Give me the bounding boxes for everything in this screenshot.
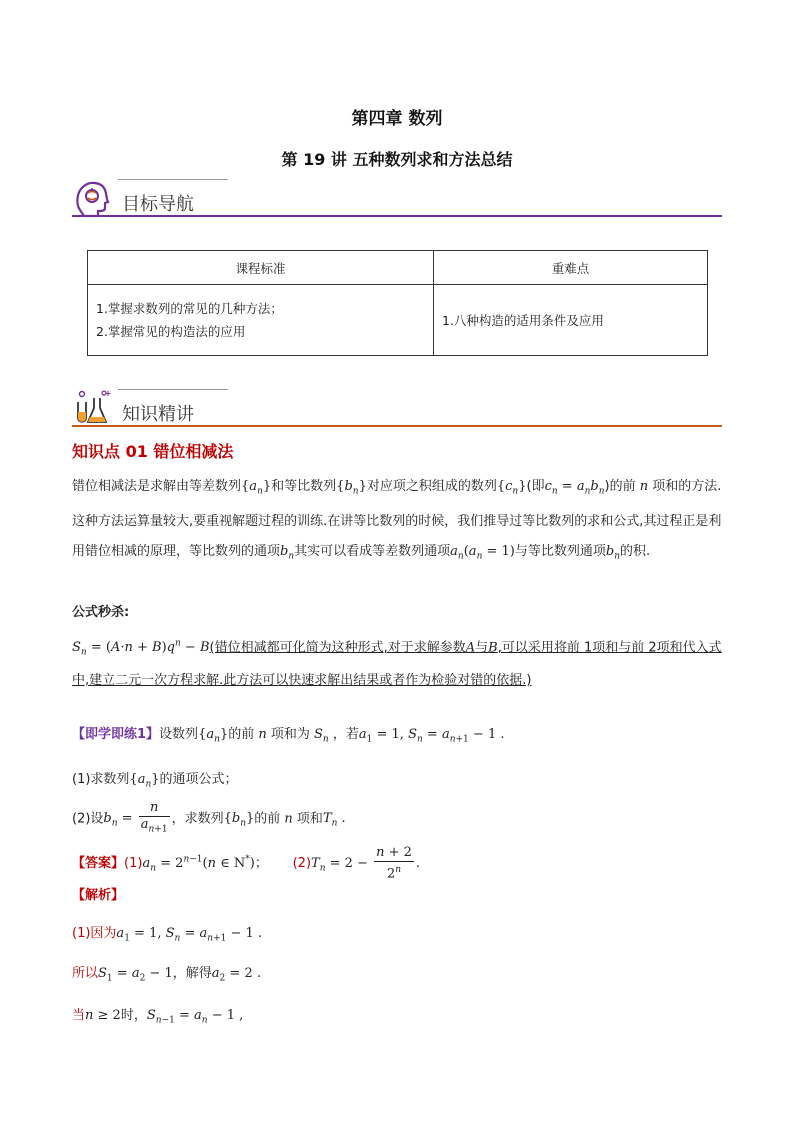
intro-text-5: )的前 [604, 479, 636, 494]
section-knowledge-label: 知识精讲 [122, 404, 194, 425]
analysis-3-text-b: 时， [120, 1008, 147, 1023]
math-B: B [488, 640, 498, 656]
answer-2-math: $T_n = 2$ − $\frac{n + 2}{2^n}$ . [311, 845, 421, 882]
formula-text-1: (错位相减都可化简为这种形式,对于求解参数 [209, 640, 466, 656]
formula-title: 公式秒杀: [72, 605, 130, 620]
answer-1-math: $a_n = 2^{n-1}(n$ ∈ N*) [142, 854, 255, 874]
question-1-text-b: 的通项公式； [159, 772, 238, 787]
chapter-title: 第四章 数列 [351, 109, 443, 129]
analysis-2-text-b: ，解得 [172, 966, 212, 981]
analysis-tag [72, 884, 124, 903]
table-cell-difficulty: 1.八种构造的适用条件及应用 [434, 285, 708, 356]
exercise-statement [72, 723, 504, 745]
question-2-text-b: ，求数列 [171, 811, 224, 827]
math-set-an-q1: $\{a_n\}$ [129, 772, 160, 790]
section-knowledge-topline [118, 389, 228, 390]
course-standards-table [87, 250, 708, 356]
answer-2-label: (2) [292, 856, 312, 872]
analysis-line-1 [72, 922, 262, 944]
section-knowledge-underline [72, 425, 722, 427]
math-bn-2: $b_n$ [605, 543, 620, 562]
standard-item-1: 1.掌握求数列的常见的几种方法； [96, 301, 283, 316]
analysis-3-math-a: n ≥ 2 [85, 1008, 121, 1023]
exercise-s2: 的前 [228, 727, 255, 742]
formula-text-3: ,可以采用将前 1项和与前 2项和代入式中,建立二元一次方程求解.此方法可以快速求解出结果或者作为检验对错的依据.) [72, 640, 722, 688]
math-n-ex: n [254, 727, 271, 742]
math-n-q2: n [280, 811, 297, 827]
question-2 [72, 800, 346, 838]
intro-text-8: 与等比数列通项 [514, 543, 606, 559]
section-goal-underline [72, 215, 722, 217]
question-2-text-c: 的前 [254, 811, 281, 827]
intro-text-6: 项和的方法.这种方法运算量较大,要重视解题过程的训练.在讲等比数列的时候，我们推导过等比数列的求和公式,其过程正是利用错位相减的原理，等比数列的通项 [72, 479, 722, 559]
math-set-an: $\{a_n\}$ [241, 479, 272, 497]
math-cn-eq: $c_n = a_nb_n$ [544, 479, 605, 497]
knowledge-point-title: 知识点 01 错位相减法 [72, 442, 234, 461]
question-2-text-a: (2)设 [72, 811, 104, 827]
analysis-line-2 [72, 962, 261, 984]
intro-text-7: 其实可以看成等差数列通项 [294, 543, 451, 559]
intro-text-2: 和等比数列 [271, 479, 337, 494]
formula-sn: $S_n = (A\cdot n + B)q^n - B$ [72, 639, 210, 658]
math-Sn-ex: $S_n$ [314, 727, 329, 745]
math-set-bn-q2: $\{b_n\}$ [223, 811, 255, 829]
analysis-1-text: (1)因为 [72, 926, 117, 941]
table-cell-standards [88, 285, 434, 356]
math-Tn: $T_n$ . [322, 811, 346, 829]
lab-flasks-icon [72, 388, 112, 428]
exercise-s3: 项和为 [270, 727, 310, 742]
math-bn-def: $b_n$ = $\frac{n}{a_{n+1}}$ [103, 800, 168, 835]
analysis-2-math-b: $a_2 = 2$ . [211, 966, 261, 984]
analysis-tag-text: 【解析】 [72, 888, 125, 903]
section-goal-label: 目标导航 [122, 194, 194, 215]
question-1-text-a: (1)求数列 [72, 772, 130, 787]
math-set-bn: $\{b_n\}$ [336, 479, 367, 497]
lecture-title: 第 19 讲 五种数列求和方法总结 [281, 150, 513, 169]
brain-head-icon [72, 178, 112, 218]
analysis-2-text-a: 所以 [72, 966, 99, 981]
question-1 [72, 768, 238, 790]
intro-text-9: 的积. [620, 543, 651, 559]
answer-1-label: (1) [124, 856, 143, 872]
intro-paragraph [72, 472, 724, 571]
intro-text-3: 对应项之积组成的数列 [366, 479, 497, 494]
formula-paragraph [72, 630, 724, 695]
math-set-cn: $\{c_n\}$ [496, 479, 527, 497]
table-header-difficulty: 重难点 [434, 251, 708, 285]
analysis-3-math-b: $S_{n-1} = a_n - 1$ , [146, 1008, 244, 1026]
math-bn: $b_n$ [280, 543, 295, 562]
section-knowledge-header [72, 388, 722, 428]
exercise-s4: ，若 [332, 727, 359, 742]
standard-item-2: 2.掌握常见的构造法的应用 [96, 324, 246, 339]
math-n: n [635, 479, 653, 494]
section-goal-topline [118, 179, 228, 180]
question-2-text-d: 项和 [296, 811, 323, 827]
exercise-s1: 设数列 [159, 727, 199, 742]
intro-text-1: 错位相减法是求解由等差数列 [72, 479, 242, 494]
analysis-3-text-a: 当 [72, 1008, 86, 1023]
table-header-standard: 课程标准 [88, 251, 434, 285]
math-A: A [465, 640, 476, 656]
math-condition: $a_1 = 1$, $S_n = a_{n+1} - 1$ . [358, 727, 505, 745]
answer-line: 【答案】$(1)a_n = 2^{n-1}(n$ ∈ N*)； $(2)T_n = 2$ − $\frac{n + 2}{2^n}$ . [72, 845, 421, 882]
math-set-an-ex: $\{a_n\}$ [198, 727, 229, 745]
section-goal-header [72, 178, 722, 218]
answer-tag: 【答案】 [72, 856, 125, 872]
exercise-tag: 【即学即练1】 [72, 727, 160, 742]
intro-text-4: (即 [526, 479, 545, 494]
formula-text-2: 与 [475, 640, 489, 656]
analysis-line-3 [72, 1004, 243, 1026]
analysis-1-math: $a_1 = 1$, $S_n = a_{n+1} - 1$ . [116, 926, 263, 944]
analysis-2-math-a: $S_1 = a_2 - 1$ [98, 966, 173, 984]
math-an-q1: $a_n(a_n = 1)$ [450, 543, 515, 562]
